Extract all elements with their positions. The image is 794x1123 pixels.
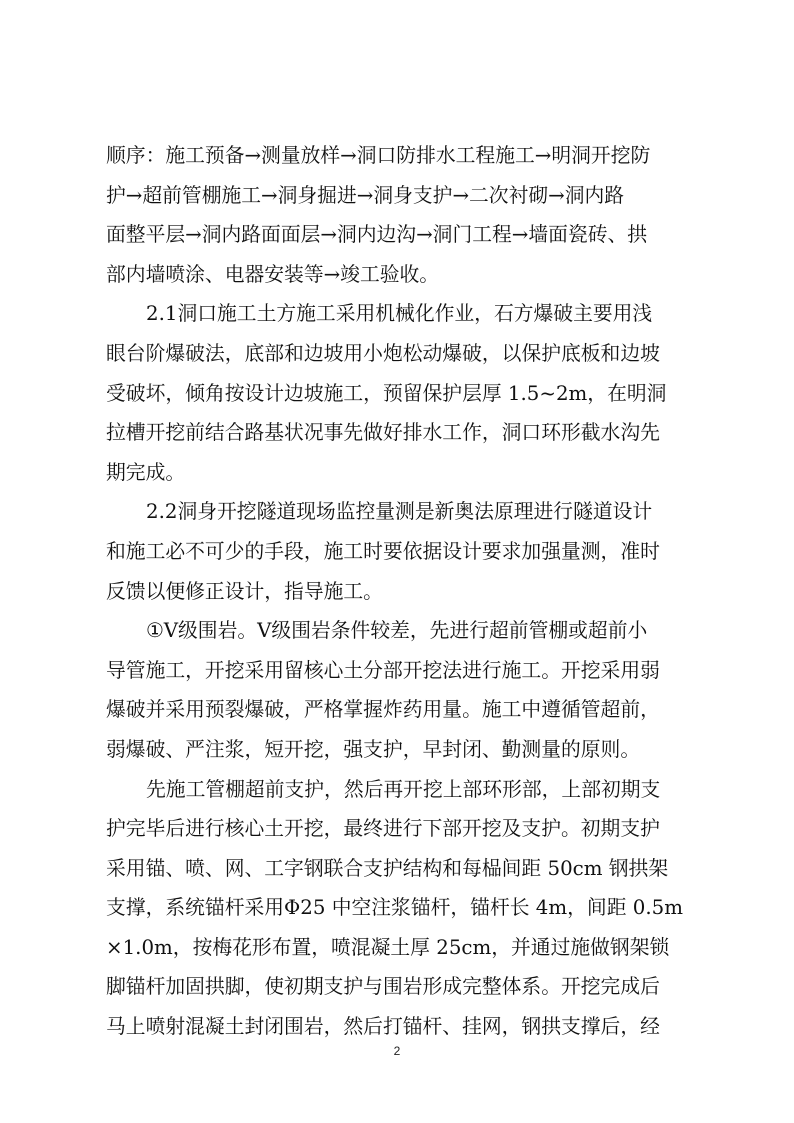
paragraph-portal-earthwork <box>106 294 708 492</box>
body-text <box>106 136 708 1047</box>
text-line: 受破坏，倾角按设计边坡施工，预留保护层厚 1.5~2m，在明洞 <box>106 381 667 405</box>
text-line: 眼台阶爆破法，底部和边坡用小炮松动爆破，以保护底板和边坡 <box>106 341 660 365</box>
page-number: 2 <box>393 1044 401 1058</box>
text-line: 2.2洞身开挖隧道现场监控量测是新奥法原理进行隧道设计 <box>146 500 653 524</box>
text-line: 爆破并采用预裂爆破，严格掌握炸药用量。施工中遵循管超前， <box>106 698 660 722</box>
text-line: ×1.0m，按梅花形布置，喷混凝土厚 25cm，并通过施做钢架锁 <box>106 935 670 959</box>
paragraph-construction-sequence <box>106 136 708 294</box>
text-line: 顺序：施工预备→测量放样→洞口防排水工程施工→明洞开挖防 <box>106 144 651 167</box>
text-line: 拉槽开挖前结合路基状况事先做好排水工作，洞口环形截水沟先 <box>106 421 660 445</box>
paragraph-tunnel-excavation <box>106 492 708 611</box>
paragraph-grade-v-rock <box>106 611 708 769</box>
text-line: 采用锚、喷、网、工字钢联合支护结构和每榀间距 50cm 钢拱架 <box>106 856 669 880</box>
text-line: 期完成。 <box>106 460 186 484</box>
text-line: 面整平层→洞内路面面层→洞内边沟→洞门工程→墙面瓷砖、拱 <box>106 223 648 247</box>
text-line: 先施工管棚超前支护，然后再开挖上部环形部，上部初期支 <box>146 777 661 801</box>
text-line: 导管施工，开挖采用留核心土分部开挖法进行施工。开挖采用弱 <box>106 658 660 682</box>
text-line: 护完毕后进行核心土开挖，最终进行下部开挖及支护。初期支护 <box>106 817 660 841</box>
text-line: 和施工必不可少的手段，施工时要依据设计要求加强量测，准时 <box>106 539 660 563</box>
text-line: 2.1洞口施工土方施工采用机械化作业，石方爆破主要用浅 <box>146 302 653 326</box>
text-line: 脚锚杆加固拱脚，使初期支护与围岩形成完整体系。开挖完成后 <box>106 975 660 999</box>
text-line: 部内墙喷涂、电器安装等→竣工验收。 <box>106 262 440 286</box>
text-line: 支撑，系统锚杆采用Φ25 中空注浆锚杆，锚杆长 4m，间距 0.5m <box>106 896 684 920</box>
paragraph-support-procedure <box>106 770 708 1047</box>
text-line: 护→超前管棚施工→洞身掘进→洞身支护→二次衬砌→洞内路 <box>106 183 625 207</box>
text-line: 马上喷射混凝土封闭围岩，然后打锚杆、挂网，钢拱支撑后，经 <box>106 1015 660 1039</box>
text-line: ①Ⅴ级围岩。Ⅴ级围岩条件较差，先进行超前管棚或超前小 <box>146 619 648 643</box>
text-line: 弱爆破、严注浆，短开挖，强支护，早封闭、勤测量的原则。 <box>106 737 641 761</box>
text-line: 反馈以便修正设计，指导施工。 <box>106 579 383 603</box>
